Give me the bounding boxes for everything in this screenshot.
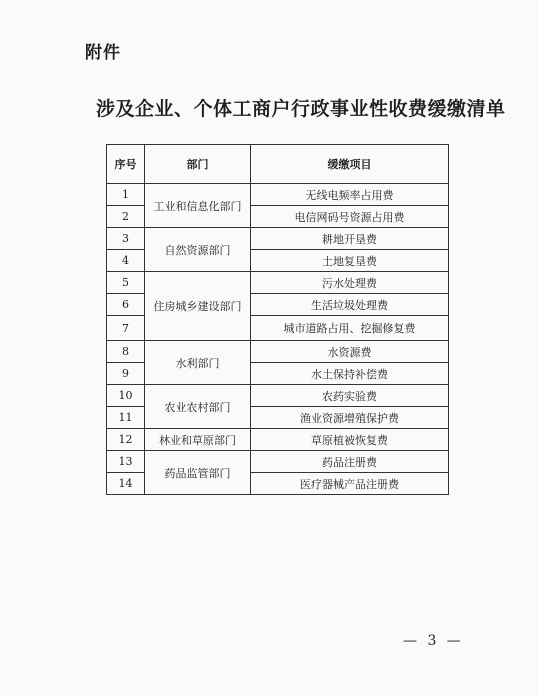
item-cell: 水资源费 bbox=[251, 341, 449, 363]
item-cell: 草原植被恢复费 bbox=[251, 429, 449, 451]
page-title: 涉及企业、个体工商户行政事业性收费缓缴清单 bbox=[96, 98, 506, 120]
serial-cell: 14 bbox=[107, 473, 145, 495]
item-cell: 水土保持补偿费 bbox=[251, 363, 449, 385]
item-cell: 渔业资源增殖保护费 bbox=[251, 407, 449, 429]
item-cell: 农药实验费 bbox=[251, 385, 449, 407]
table-row bbox=[107, 228, 449, 250]
table-row bbox=[107, 272, 449, 294]
attachment-label: 附件 bbox=[85, 43, 121, 63]
item-cell: 土地复垦费 bbox=[251, 250, 449, 272]
item-cell: 生活垃圾处理费 bbox=[251, 294, 449, 316]
serial-cell: 5 bbox=[107, 272, 145, 294]
department-cell: 水利部门 bbox=[145, 341, 251, 385]
table-row bbox=[107, 341, 449, 363]
serial-cell: 10 bbox=[107, 385, 145, 407]
serial-cell: 3 bbox=[107, 228, 145, 250]
department-cell: 农业农村部门 bbox=[145, 385, 251, 429]
serial-cell: 7 bbox=[107, 316, 145, 341]
item-cell: 耕地开垦费 bbox=[251, 228, 449, 250]
serial-cell: 13 bbox=[107, 451, 145, 473]
serial-cell: 12 bbox=[107, 429, 145, 451]
department-cell: 住房城乡建设部门 bbox=[145, 272, 251, 341]
table-header-row bbox=[107, 145, 449, 184]
header-item: 缓缴项目 bbox=[251, 145, 449, 184]
item-cell: 无线电频率占用费 bbox=[251, 184, 449, 206]
department-cell: 工业和信息化部门 bbox=[145, 184, 251, 228]
serial-cell: 1 bbox=[107, 184, 145, 206]
fee-deferral-table bbox=[106, 144, 449, 495]
serial-cell: 2 bbox=[107, 206, 145, 228]
serial-cell: 8 bbox=[107, 341, 145, 363]
department-cell: 自然资源部门 bbox=[145, 228, 251, 272]
item-cell: 城市道路占用、挖掘修复费 bbox=[251, 316, 449, 341]
department-cell: 林业和草原部门 bbox=[145, 429, 251, 451]
page-number: — 3 — bbox=[403, 633, 464, 649]
table-row bbox=[107, 429, 449, 451]
table-row bbox=[107, 385, 449, 407]
header-department: 部门 bbox=[145, 145, 251, 184]
item-cell: 污水处理费 bbox=[251, 272, 449, 294]
serial-cell: 9 bbox=[107, 363, 145, 385]
serial-cell: 11 bbox=[107, 407, 145, 429]
table-row bbox=[107, 184, 449, 206]
item-cell: 医疗器械产品注册费 bbox=[251, 473, 449, 495]
item-cell: 药品注册费 bbox=[251, 451, 449, 473]
serial-cell: 6 bbox=[107, 294, 145, 316]
header-serial: 序号 bbox=[107, 145, 145, 184]
serial-cell: 4 bbox=[107, 250, 145, 272]
item-cell: 电信网码号资源占用费 bbox=[251, 206, 449, 228]
department-cell: 药品监管部门 bbox=[145, 451, 251, 495]
table-row bbox=[107, 451, 449, 473]
